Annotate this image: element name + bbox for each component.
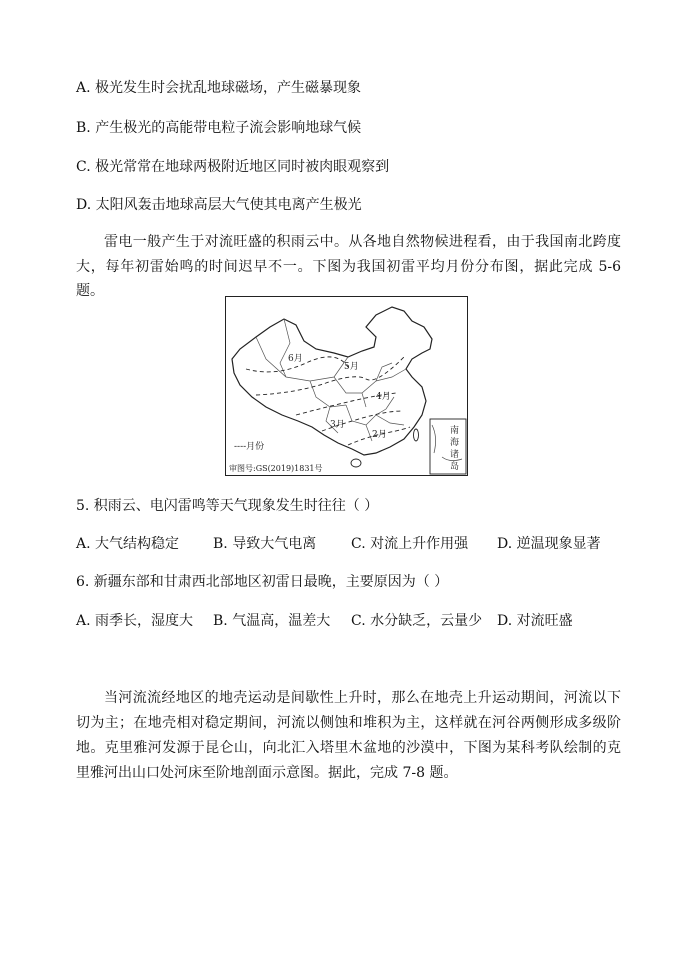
label-5-month: 5月 <box>344 362 359 372</box>
q6-stem: 6. 新疆东部和甘肃西北部地区初雷日最晚，主要原因为（ ） <box>76 574 449 590</box>
map-legend: ----月份 <box>234 442 265 452</box>
taiwan-island <box>414 429 419 441</box>
scs-label-3: 诸 <box>450 450 460 460</box>
label-3-month: 3月 <box>330 420 345 430</box>
label-2-month: 2月 <box>372 430 387 440</box>
passage-thunder: 雷电一般产生于对流旺盛的积雨云中。从各地自然物候进程看，由于我国南北跨度大，每年初雷始鸣的时间迟早不一。下图为我国初雷平均月份分布图，据此完成 5-6 题。 <box>76 234 621 299</box>
q6-option-b: B. 气温高，温差大 <box>213 613 331 629</box>
q5-option-d: D. 逆温现象显著 <box>497 536 601 552</box>
isoline-5 <box>256 357 404 395</box>
q6-option-c: C. 水分缺乏，云量少 <box>351 613 483 629</box>
label-6-month: 6月 <box>288 354 303 364</box>
q5-option-c: C. 对流上升作用强 <box>351 536 469 552</box>
china-first-thunder-map <box>225 296 468 476</box>
option-4d: D. 太阳风轰击地球高层大气使其电离产生极光 <box>76 197 362 213</box>
q5-option-b: B. 导致大气电离 <box>213 536 317 552</box>
q6-options <box>76 611 573 631</box>
label-4-month: 4月 <box>376 392 391 402</box>
passage-river-terrace: 当河流流经地区的地壳运动是间歇性上升时，那么在地壳上升运动期间，河流以下切为主；在地壳相对稳定期间，河流以侧蚀和堆积为主，这样就在河谷两侧形成多级阶地。克里雅河发源于昆仑山，向北汇入塔里木盆地的沙漠中，下图为某科考队绘制的克里雅河出山口处河床至阶地剖面示意图。据此，完成 7-8 题。 <box>76 690 621 781</box>
q6-option-d: D. 对流旺盛 <box>497 613 573 629</box>
option-4c: C. 极光常常在地球两极附近地区同时被肉眼观察到 <box>76 159 390 175</box>
option-4b: B. 产生极光的高能带电粒子流会影响地球气候 <box>76 120 362 136</box>
option-4a: A. 极光发生时会扰乱地球磁场，产生磁暴现象 <box>76 80 362 96</box>
scs-label-2: 海 <box>450 438 460 448</box>
map-review-number: 审图号:GS(2019)1831号 <box>229 464 323 473</box>
q6-option-a: A. 雨季长，湿度大 <box>76 613 194 629</box>
q5-stem: 5. 积雨云、电闪雷鸣等天气现象发生时往往（ ） <box>76 498 379 514</box>
scs-label-4: 岛 <box>450 462 460 472</box>
scs-label-1: 南 <box>450 426 460 436</box>
q5-option-a: A. 大气结构稳定 <box>76 536 180 552</box>
map-graphic <box>226 297 467 475</box>
hainan-island <box>351 459 361 467</box>
q5-options <box>76 534 601 554</box>
